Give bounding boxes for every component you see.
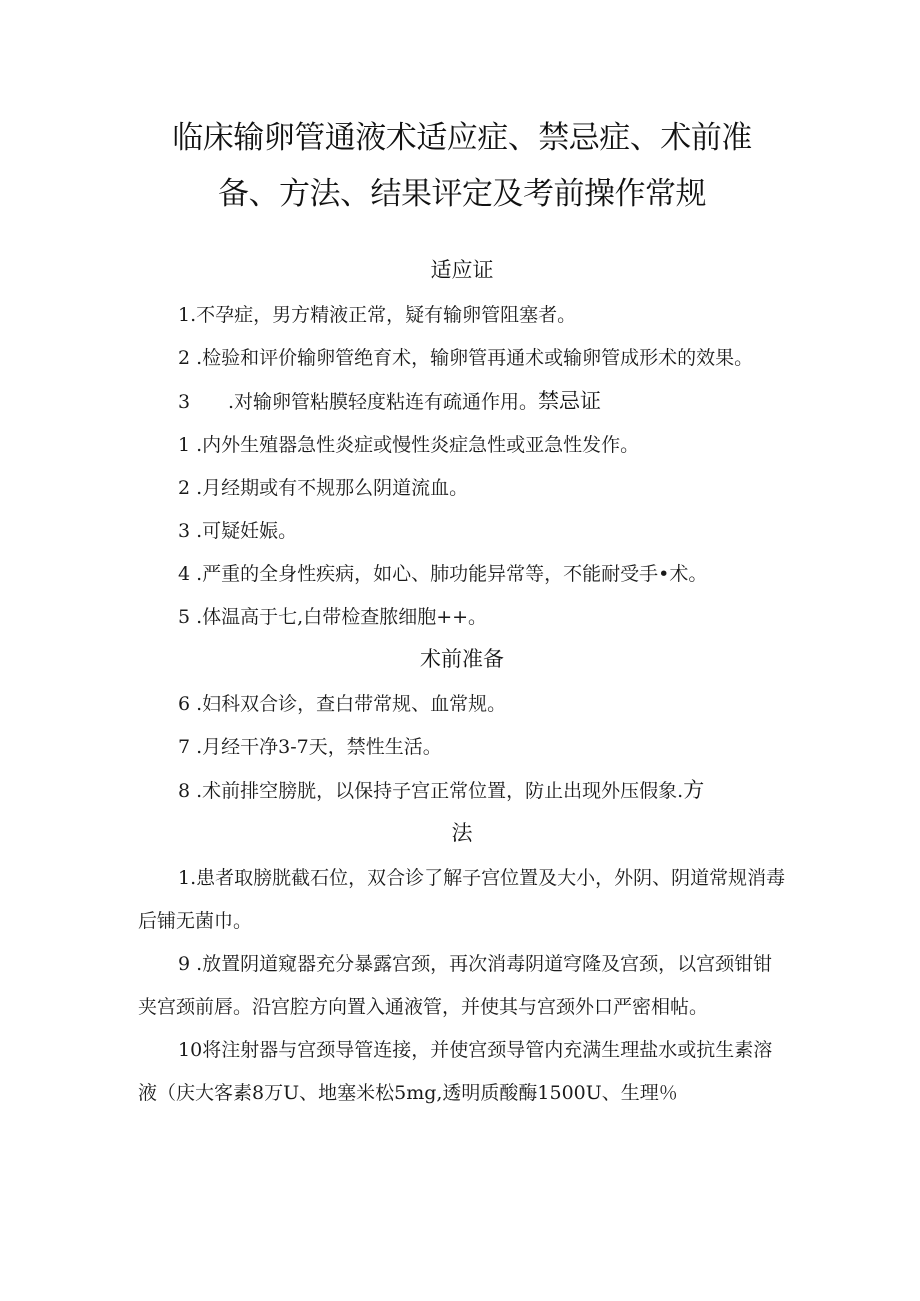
item-number: 1. — [178, 304, 197, 326]
item-number: 9 . — [178, 953, 203, 975]
indication-item-2 — [138, 337, 786, 380]
item-number: 1. — [178, 867, 197, 889]
item-number: 5 . — [178, 606, 203, 628]
contraindication-item-5 — [138, 596, 786, 639]
contraindication-item-3 — [138, 510, 786, 553]
indication-item-3 — [138, 380, 786, 424]
item-text: 不孕症，男方精液正常，疑有输卵管阻塞者。 — [196, 304, 577, 326]
method-item-1 — [138, 857, 786, 943]
item-text: 检验和评价输卵管绝育术，输卵管再通术或输卵管成形术的效果。 — [202, 347, 754, 369]
preparation-item-2 — [138, 726, 786, 769]
contraindication-item-4 — [138, 553, 786, 596]
title-line-2: 备、方法、结果评定及考前操作常规 — [218, 176, 706, 212]
item-number: 3 — [178, 391, 191, 413]
item-text: 月经期或有不规那么阴道流血。 — [202, 477, 469, 499]
document-page — [138, 110, 786, 1115]
method-item-2 — [138, 943, 786, 1029]
item-text: 放置阴道窥器充分暴露宫颈，再次消毒阴道穹隆及宫颈，以宫颈钳钳夹宫颈前唇。沿宫腔方向置入通液管，并使其与宫颈外口严密相帖。 — [138, 953, 773, 1018]
section-heading-preparation: 术前准备 — [420, 647, 504, 671]
item-number: 10 — [178, 1039, 203, 1061]
item-number: 2 . — [178, 477, 203, 499]
item-number: 3 . — [178, 520, 203, 542]
section-heading-indications: 适应证 — [430, 258, 494, 282]
item-text: 患者取膀胱截石位，双合诊了解子宫位置及大小，外阴、阴道常规消毒后铺无菌巾。 — [138, 867, 786, 932]
item-text: 妇科双合诊，查白带常规、血常规。 — [202, 693, 507, 715]
item-text: 可疑妊娠。 — [202, 520, 298, 542]
item-number: 1 . — [178, 434, 203, 456]
preparation-item-1 — [138, 683, 786, 726]
item-text: .对输卵管粘膜轻度粘连有疏通作用。 — [228, 391, 539, 413]
document-title — [138, 110, 786, 222]
item-number: 2 . — [178, 347, 203, 369]
item-text: 内外生殖器急性炎症或慢性炎症急性或亚急性发作。 — [202, 434, 640, 456]
item-text: 术前排空膀胱，以保持子宫正常位置，防止出现外压假象. — [202, 780, 684, 802]
contraindication-item-1 — [138, 424, 786, 467]
item-text: 严重的全身性疾病，如心、肺功能异常等，不能耐受手•术。 — [202, 563, 708, 585]
item-text: 将注射器与宫颈导管连接，并使宫颈导管内充满生理盐水或抗生素溶液（庆大客素8万U、地塞米松5mg,透明质酸酶1500U、生理％ — [138, 1039, 773, 1104]
section-heading-contraindications: 禁忌证 — [538, 389, 602, 413]
indication-item-1 — [138, 294, 786, 337]
item-text: 体温高于七,白带检查脓细胞++。 — [202, 606, 488, 628]
item-number: 6 . — [178, 693, 203, 715]
item-text: 月经干净3-7天，禁性生活。 — [202, 736, 442, 758]
method-item-3 — [138, 1029, 786, 1115]
item-number: 4 . — [178, 563, 203, 585]
contraindication-item-2 — [138, 467, 786, 510]
preparation-item-3 — [138, 769, 786, 813]
section-heading-method-part2: 法 — [451, 821, 473, 845]
section-heading-method-part1: 方 — [683, 778, 705, 802]
title-line-1: 临床输卵管通液术适应症、禁忌症、术前准 — [172, 120, 752, 156]
item-number: 8 . — [178, 780, 203, 802]
item-number: 7 . — [178, 736, 203, 758]
